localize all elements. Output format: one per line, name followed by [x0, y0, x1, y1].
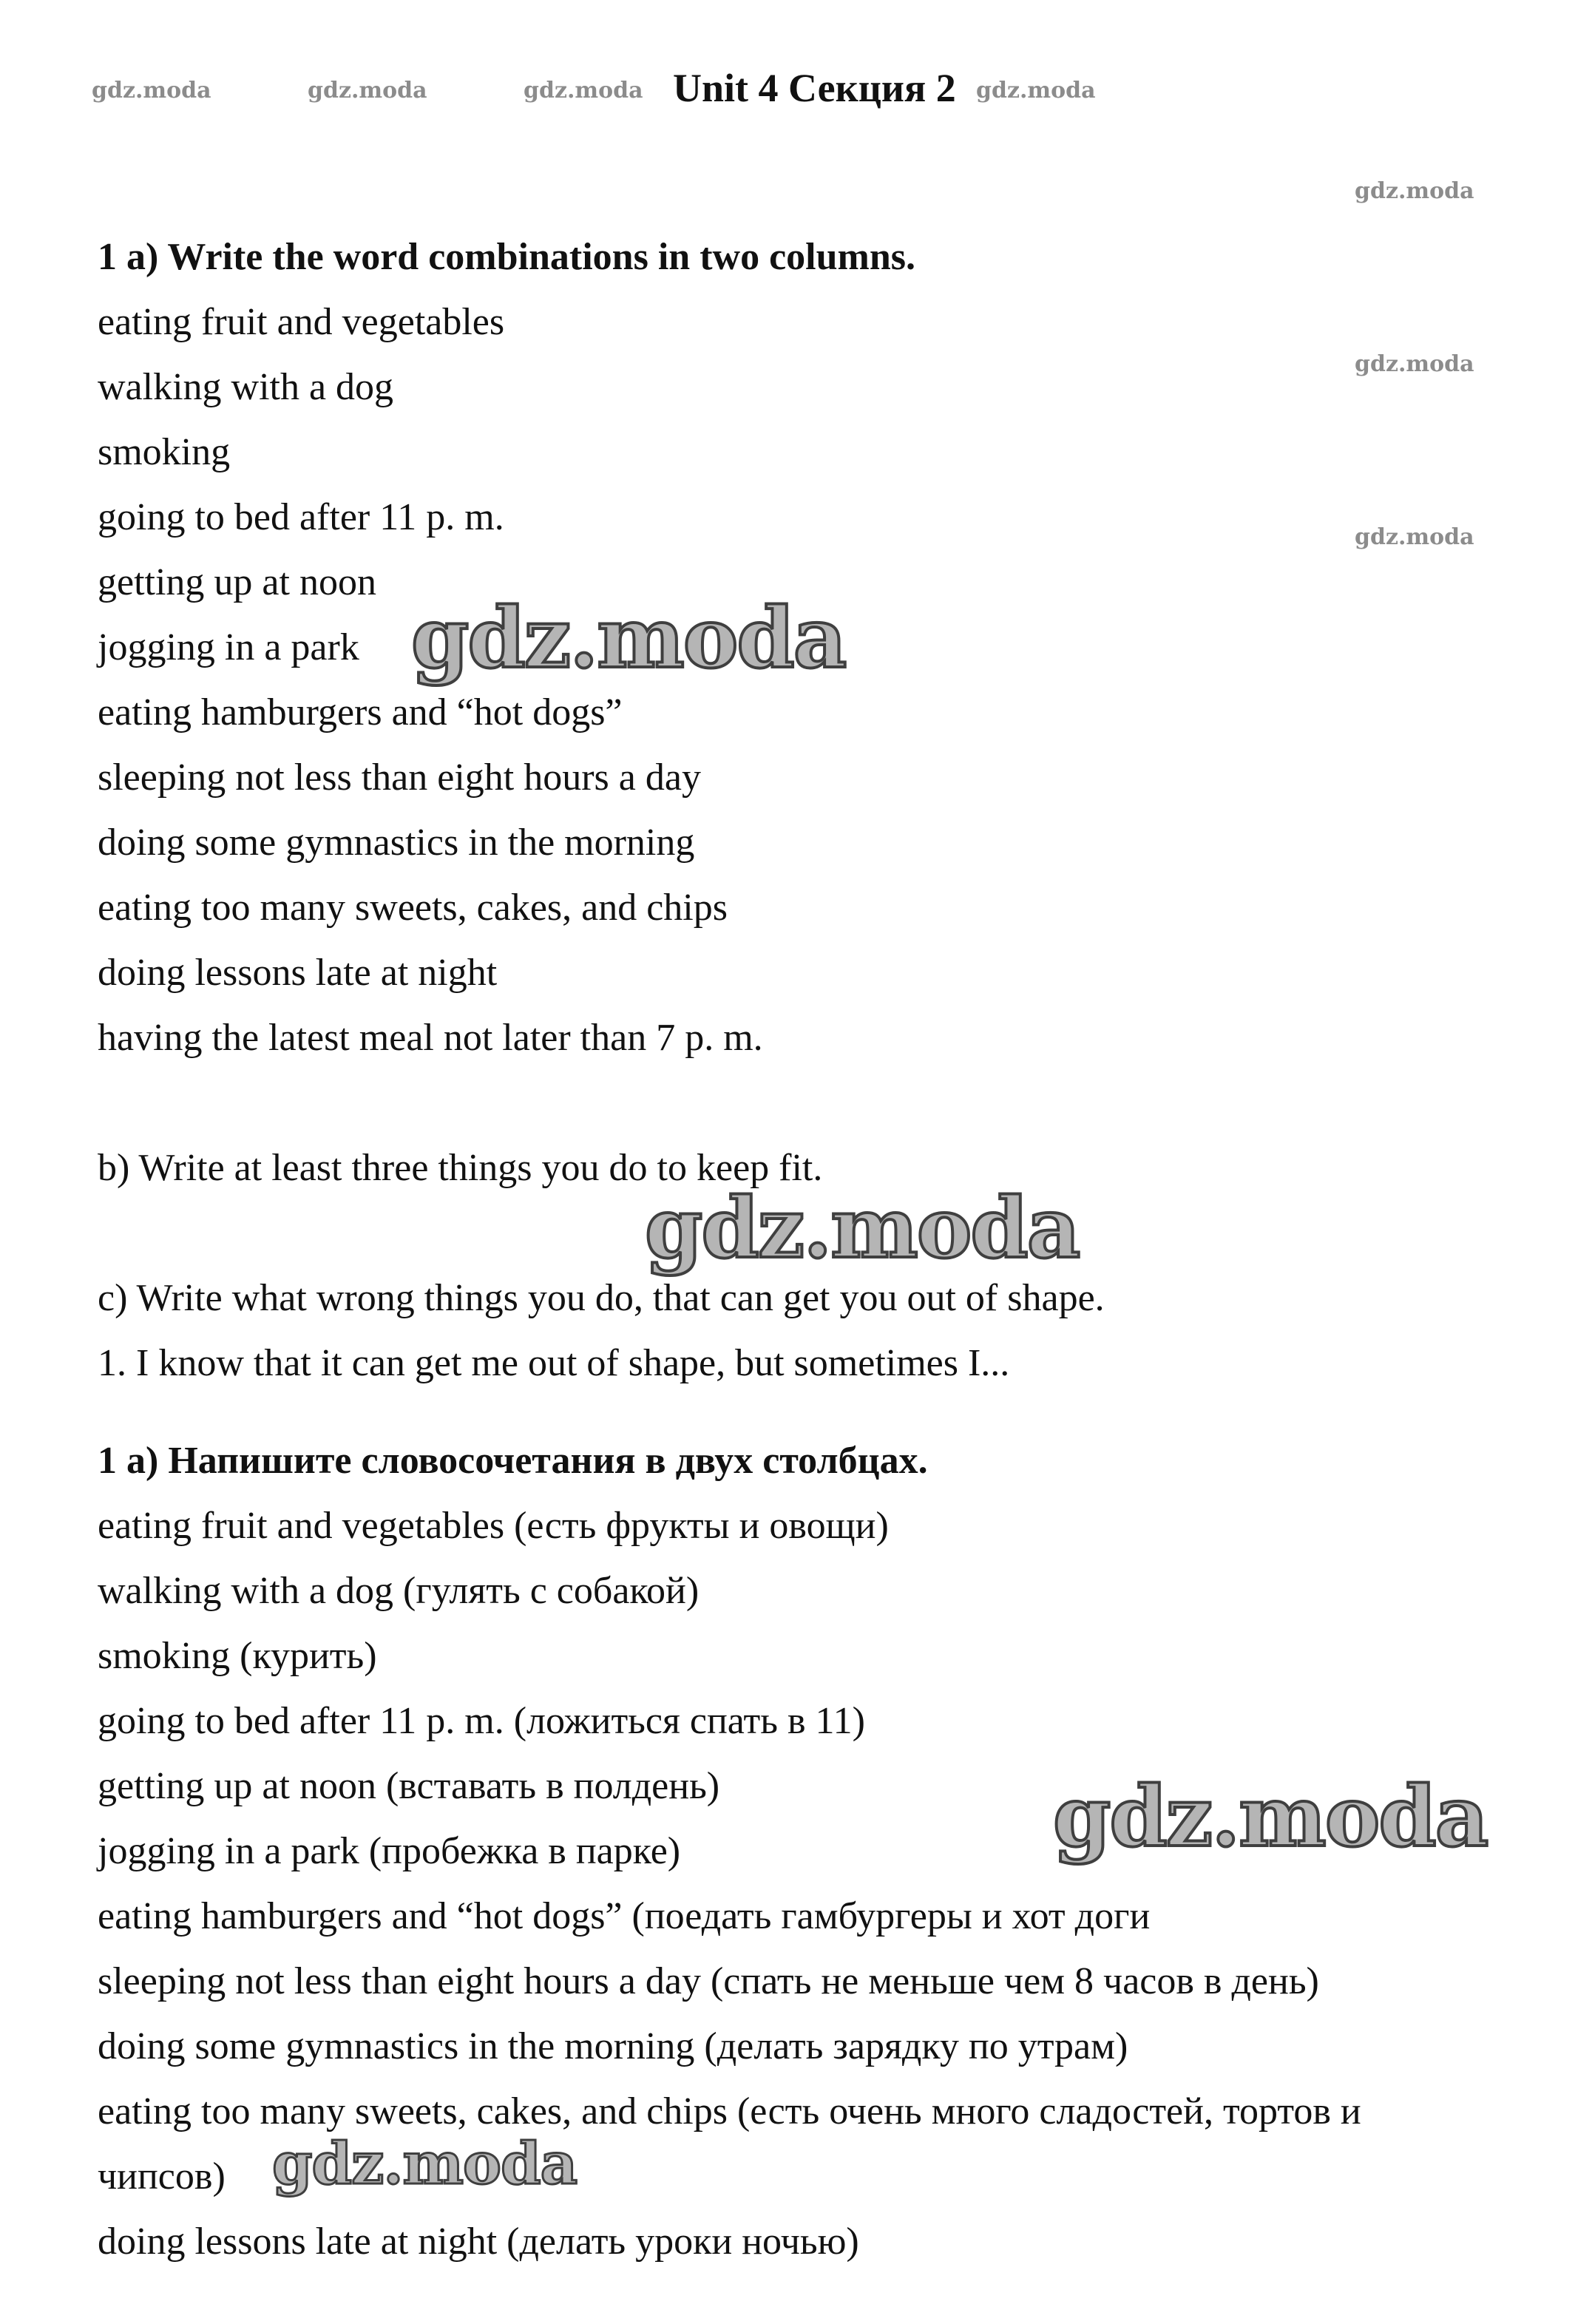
list-item: doing lessons late at night (делать уроки ночью)	[98, 2220, 859, 2263]
task-c-example: 1. I know that it can get me out of shape, but sometimes I...	[98, 1342, 1010, 1384]
list-item: sleeping not less than eight hours a day	[98, 756, 701, 799]
task-c: c) Write what wrong things you do, that can get you out of shape.	[98, 1277, 1105, 1319]
list-item: having the latest meal not later than 7 p. m.	[98, 1017, 763, 1059]
list-item: doing lessons late at night	[98, 952, 498, 994]
task-a-heading-ru: 1 а) Напишите словосочетания в двух столбцах.	[98, 1440, 928, 1482]
watermark: gdz.moda	[1053, 1769, 1488, 1866]
task-a-heading: 1 a) Write the word combinations in two columns.	[98, 236, 915, 278]
watermark: gdz.moda	[645, 1180, 1080, 1277]
list-item: doing some gymnastics in the morning (делать зарядку по утрам)	[98, 2025, 1128, 2067]
list-item: going to bed after 11 p. m.	[98, 496, 504, 538]
watermark: gdz.moda	[1355, 351, 1474, 377]
watermark: gdz.moda	[411, 590, 846, 687]
list-item: walking with a dog	[98, 366, 394, 408]
watermark: gdz.moda	[976, 78, 1096, 104]
list-item: eating hamburgers and “hot dogs”	[98, 691, 623, 734]
list-item: doing some gymnastics in the morning	[98, 821, 695, 864]
list-item: jogging in a park	[98, 626, 359, 668]
watermark: gdz.moda	[1355, 178, 1474, 204]
list-item: getting up at noon	[98, 561, 376, 603]
watermark: gdz.moda	[1355, 524, 1474, 550]
page-title: Unit 4 Секция 2	[673, 66, 956, 110]
list-item: eating hamburgers and “hot dogs” (поедать гамбургеры и хот доги	[98, 1895, 1151, 1937]
list-item: walking with a dog (гулять с собакой)	[98, 1570, 700, 1612]
watermark: gdz.moda	[92, 78, 211, 104]
list-item: eating fruit and vegetables	[98, 301, 505, 343]
watermark: gdz.moda	[272, 2130, 578, 2198]
watermark: gdz.moda	[308, 78, 427, 104]
list-item: smoking	[98, 431, 231, 473]
list-item: чипсов)	[98, 2155, 226, 2198]
list-item: getting up at noon (вставать в полдень)	[98, 1765, 720, 1807]
list-item: sleeping not less than eight hours a day (спать не меньше чем 8 часов в день)	[98, 1960, 1319, 2002]
list-item: going to bed after 11 p. m. (ложиться спать в 11)	[98, 1700, 865, 1742]
list-item: eating too many sweets, cakes, and chips (есть очень много сладостей, тортов и	[98, 2090, 1361, 2132]
list-item: eating fruit and vegetables (есть фрукты и овощи)	[98, 1505, 889, 1547]
watermark: gdz.moda	[524, 78, 643, 104]
list-item: smoking (курить)	[98, 1635, 377, 1677]
task-b: b) Write at least three things you do to keep fit.	[98, 1147, 823, 1189]
list-item: jogging in a park (пробежка в парке)	[98, 1830, 681, 1872]
list-item: eating too many sweets, cakes, and chips	[98, 887, 728, 929]
